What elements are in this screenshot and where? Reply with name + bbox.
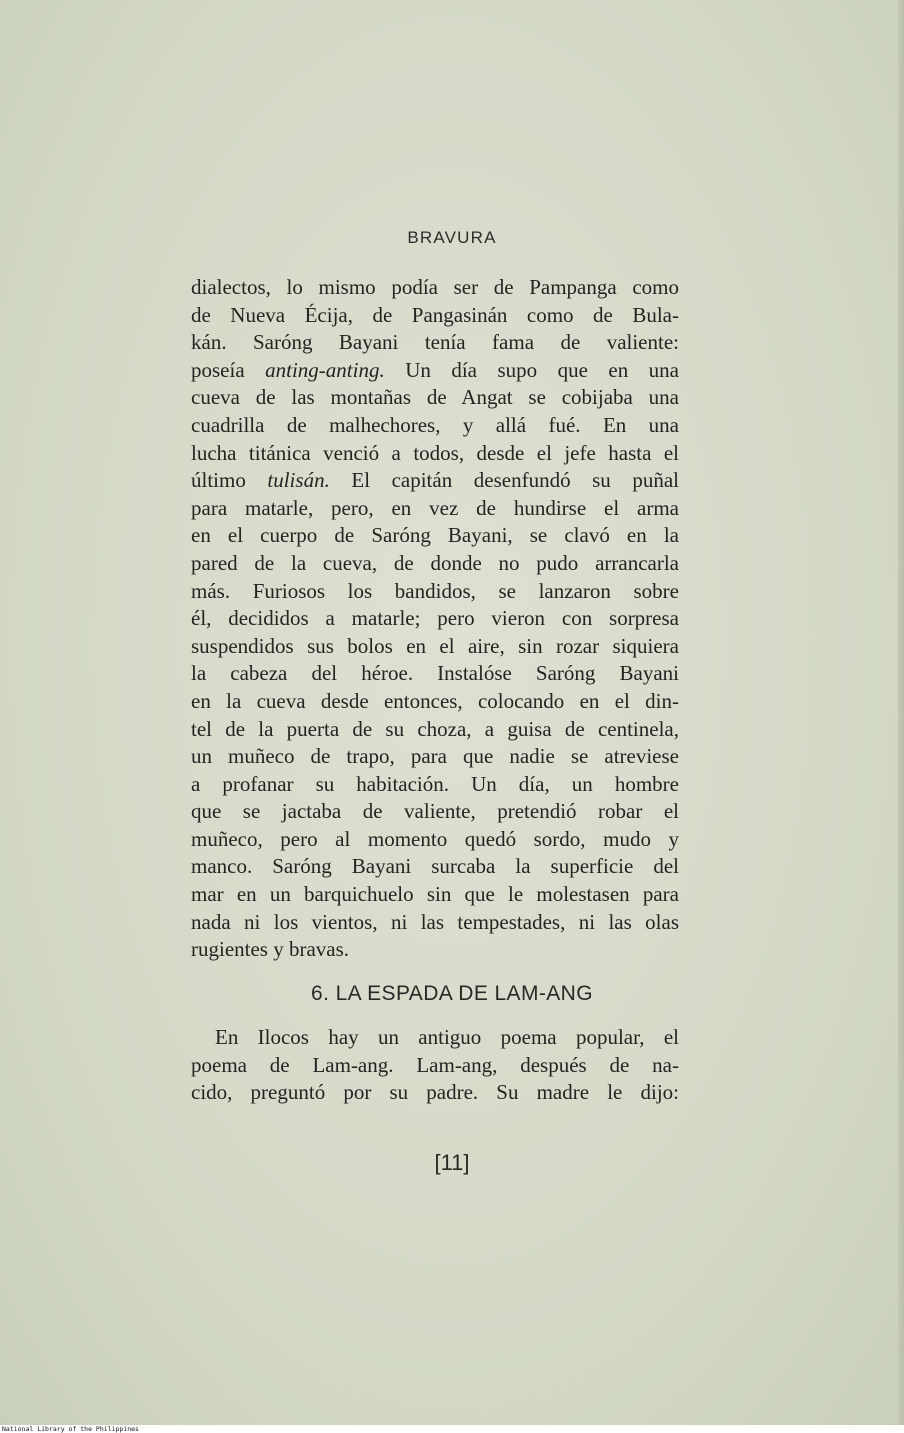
text-line: dialectos, lo mismo podía ser de Pampanga como [191, 275, 679, 299]
text-run: poseía [191, 357, 266, 382]
text-line: él, decididos a matarle; pero vieron con sorpresa [191, 606, 679, 631]
text-line: más. Furiosos los bandidos, se lanzaron sobre [191, 578, 679, 603]
paragraph-sarong-bayani [191, 274, 679, 964]
text-line: en el cuerpo de Saróng Bayani, se clavó en la [191, 523, 679, 548]
text-line: cido, preguntó por su padre. Su madre le dijo: [191, 1080, 679, 1105]
text-line: nada ni los vientos, ni las tempestades, ni las olas [191, 909, 679, 934]
text-line: de Nueva Écija, de Pangasinán como de Bula- [191, 302, 679, 327]
text-line-with-italic [191, 357, 679, 385]
text-line: pared de la cueva, de donde no pudo arrancarla [191, 550, 679, 575]
running-head: BRAVURA [407, 228, 497, 247]
text-line: mar en un barquichuelo sin que le molestasen para [191, 882, 679, 907]
italic-term-anting-anting: anting-anting. [265, 357, 385, 382]
text-line: para matarle, pero, en vez de hundirse el arma [191, 495, 679, 520]
text-line: rugientes y bravas. [191, 937, 350, 962]
italic-term-tulisan: tulisán. [267, 468, 330, 493]
text-run: El capitán desenfundó su puñal [329, 468, 679, 493]
text-line: un muñeco de trapo, para que nadie se atreviese [191, 744, 679, 769]
text-line: suspendidos sus bolos en el aire, sin rozar siquiera [191, 633, 679, 658]
text-line: cueva de las montañas de Angat se cobijaba una [191, 385, 679, 410]
text-run: último [191, 468, 268, 493]
text-line: la cabeza del héroe. Instalóse Saróng Bayani [191, 661, 679, 686]
text-line: en la cueva desde entonces, colocando en el din- [191, 688, 679, 713]
text-line: lucha titánica venció a todos, desde el jefe hasta el [191, 440, 679, 465]
page-number: [11] [434, 1150, 470, 1175]
text-line: poema de Lam-ang. Lam-ang, después de na- [191, 1052, 679, 1077]
text-line: muñeco, pero al momento quedó sordo, mudo y [191, 826, 679, 851]
section-heading: 6. LA ESPADA DE LAM-ANG [311, 982, 593, 1005]
text-line: En Ilocos hay un antiguo poema popular, el [215, 1025, 679, 1049]
text-line: a profanar su habitación. Un día, un hombre [191, 771, 679, 796]
text-line: cuadrilla de malhechores, y allá fué. En una [191, 412, 679, 437]
text-line: tel de la puerta de su choza, a guisa de centinela, [191, 716, 679, 741]
text-line-with-italic [191, 467, 679, 495]
text-line: que se jactaba de valiente, pretendió robar el [191, 799, 679, 824]
text-line: kán. Saróng Bayani tenía fama de valiente: [191, 330, 679, 355]
text-line: manco. Saróng Bayani surcaba la superficie del [191, 854, 679, 879]
paragraph-lam-ang [191, 1024, 679, 1107]
footer-credit: National Library of the Philippines [2, 1425, 139, 1433]
text-run: Un día supo que en una [384, 357, 679, 382]
